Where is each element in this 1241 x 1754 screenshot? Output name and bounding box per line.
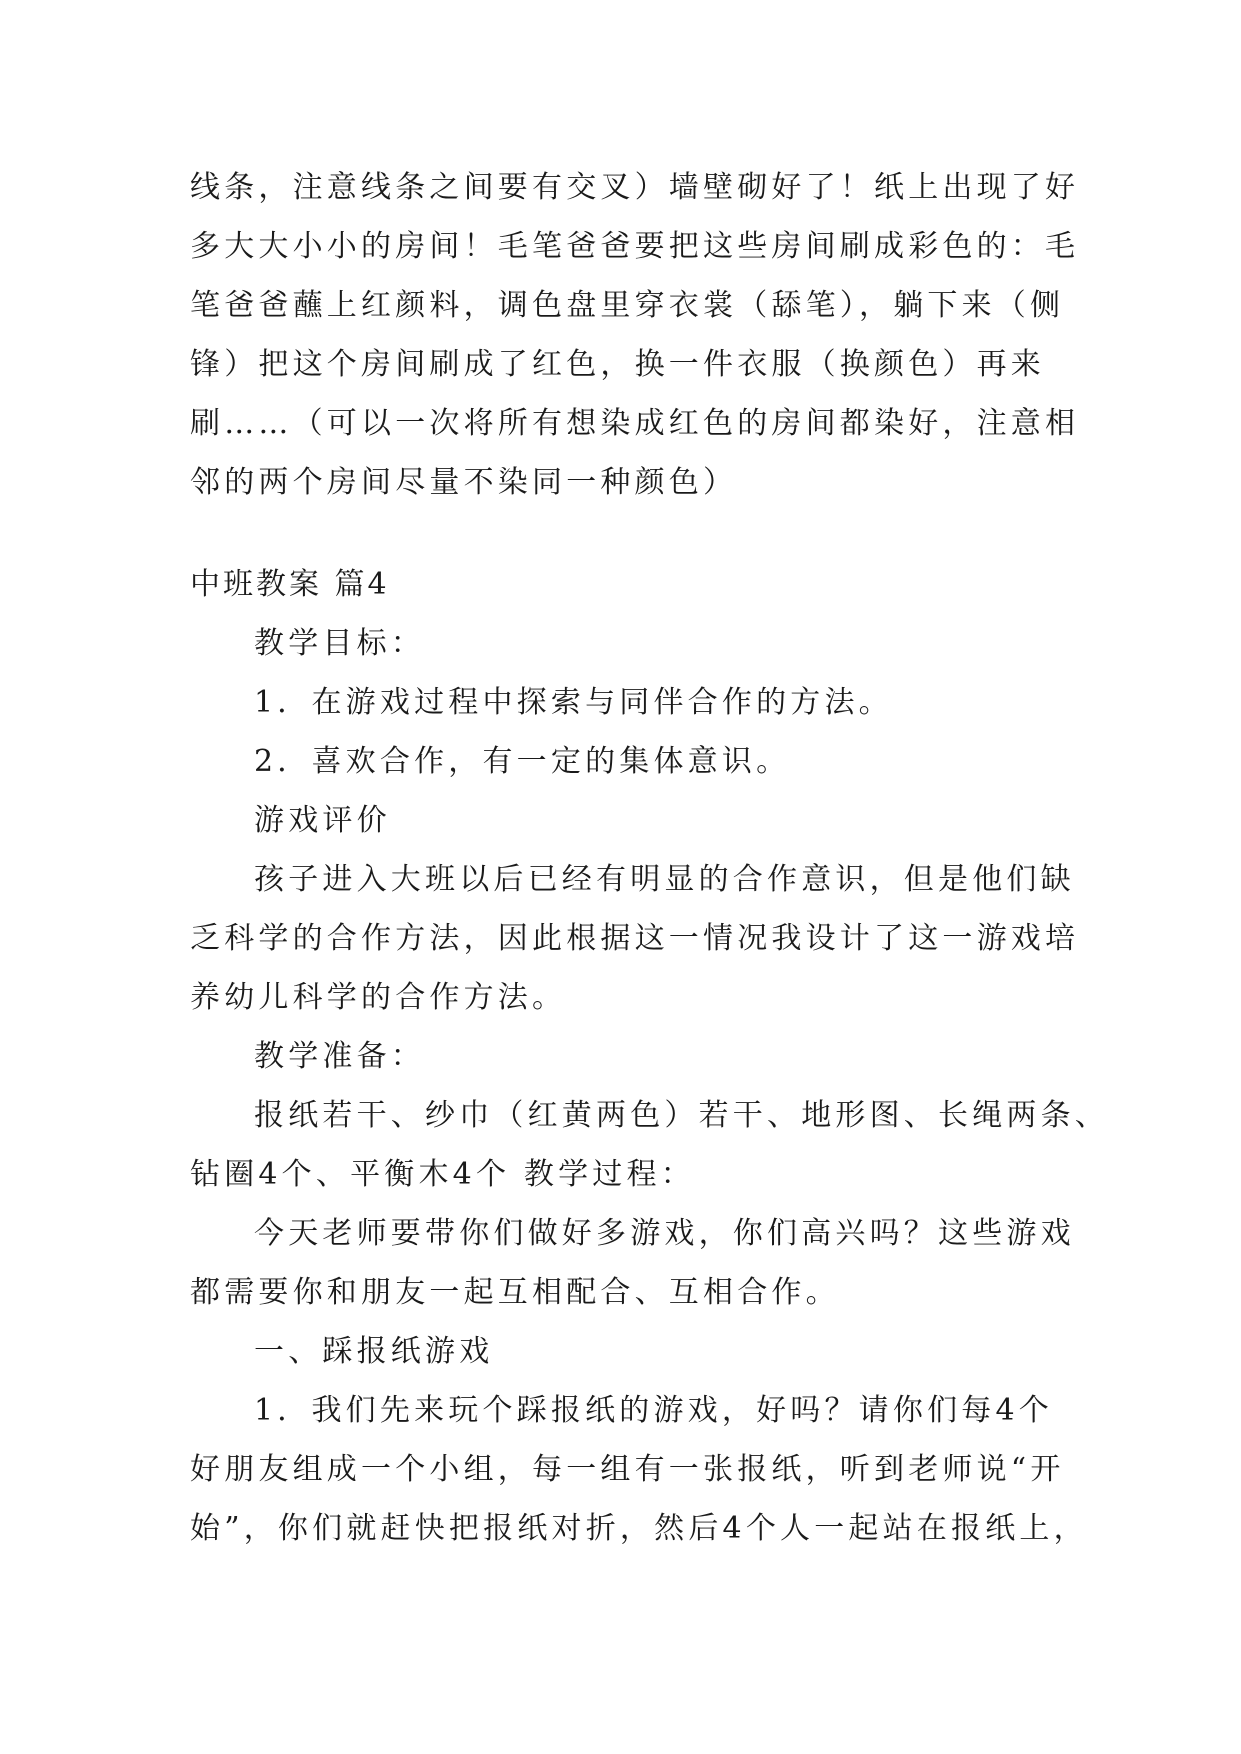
subheading-teaching-preparation: 教学准备：: [254, 1039, 425, 1074]
section-spacer: [190, 512, 1050, 555]
subheading-game-evaluation: 游戏评价: [254, 803, 391, 838]
document-page: [190, 158, 1109, 1558]
goal-item-2: 2．喜欢合作，有一定的集体意识。: [254, 744, 791, 779]
text-line: 养幼儿科学的合作方法。: [190, 980, 567, 1015]
text-line: 1．我们先来玩个踩报纸的游戏，好吗？请你们每4个: [254, 1393, 1053, 1428]
section-body: [190, 614, 1109, 1558]
intro-paragraph: [190, 158, 1080, 512]
text-line: 孩子进入大班以后已经有明显的合作意识，但是他们缺: [254, 862, 1075, 897]
text-line: 好朋友组成一个小组，每一组有一张报纸，听到老师说“开: [190, 1452, 1065, 1487]
text-line: 乏科学的合作方法，因此根据这一情况我设计了这一游戏培: [190, 921, 1080, 956]
text-line: 笔爸爸蘸上红颜料，调色盘里穿衣裳（舔笔），躺下来（侧: [190, 288, 1065, 323]
text-line: 报纸若干、纱巾（红黄两色）若干、地形图、长绳两条、: [254, 1098, 1109, 1133]
text-line: 始”，你们就赶快把报纸对折，然后4个人一起站在报纸上，: [190, 1511, 1088, 1546]
goal-item-1: 1．在游戏过程中探索与同伴合作的方法。: [254, 685, 893, 720]
text-line: 多大大小小的房间！毛笔爸爸要把这些房间刷成彩色的：毛: [190, 229, 1080, 264]
text-line: 刷……（可以一次将所有想染成红色的房间都染好，注意相: [190, 406, 1080, 441]
subheading-teaching-goals: 教学目标：: [254, 626, 425, 661]
text-line: 钻圈4个、平衡木4个 教学过程：: [190, 1157, 695, 1192]
text-line: 今天老师要带你们做好多游戏，你们高兴吗？这些游戏: [254, 1216, 1075, 1251]
subheading-newspaper-game: 一、踩报纸游戏: [254, 1334, 494, 1369]
text-line: 邻的两个房间尽量不染同一种颜色）: [190, 465, 738, 500]
text-line: 都需要你和朋友一起互相配合、互相合作。: [190, 1275, 840, 1310]
text-line: 锋）把这个房间刷成了红色，换一件衣服（换颜色）再来: [190, 347, 1045, 382]
text-line: 线条，注意线条之间要有交叉）墙壁砌好了！纸上出现了好: [190, 170, 1080, 205]
section-title: 中班教案 篇4: [190, 567, 390, 602]
